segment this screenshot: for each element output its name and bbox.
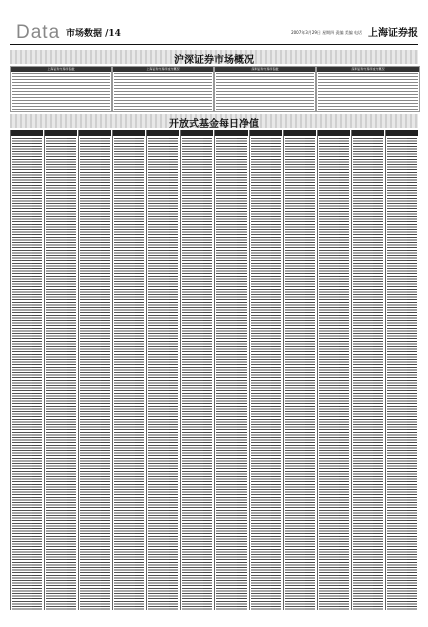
- section-title: 市场数据 /14: [66, 29, 121, 39]
- panel-table: [216, 73, 314, 110]
- table-column: [146, 130, 179, 610]
- table-column: [180, 130, 213, 610]
- market-overview-banner: [10, 50, 418, 64]
- panel-sh-trading: [112, 66, 214, 112]
- table-column: [10, 130, 43, 610]
- fund-nav-banner: [10, 114, 418, 128]
- fund-nav-table: [10, 130, 418, 610]
- panel-title: 深圳证券交易所指数: [215, 67, 315, 72]
- panel-table: [114, 73, 212, 110]
- panel-sz-trading: [316, 66, 420, 112]
- table-column: [249, 130, 282, 610]
- panel-table: [318, 73, 418, 110]
- table-column: [112, 130, 145, 610]
- market-overview-title: 沪深证券市场概况: [174, 55, 254, 66]
- panel-title: 上海证券交易所成交概况: [113, 67, 213, 72]
- table-column: [214, 130, 247, 610]
- header-rule: [10, 44, 418, 45]
- table-column: [351, 130, 384, 610]
- page-header: [6, 22, 422, 42]
- fund-nav-title: 开放式基金每日净值: [169, 119, 259, 130]
- panel-sz-index: [214, 66, 316, 112]
- table-column: [78, 130, 111, 610]
- table-column: [385, 130, 418, 610]
- panel-title: 上海证券交易所指数: [11, 67, 111, 72]
- table-column: [44, 130, 77, 610]
- table-column: [283, 130, 316, 610]
- table-column: [317, 130, 350, 610]
- panel-title: 深圳证券交易所成交概况: [317, 67, 419, 72]
- brand-mark: Data: [16, 22, 61, 43]
- panel-table: [12, 73, 110, 110]
- panel-sh-index: [10, 66, 112, 112]
- newspaper-name: 上海证券报: [368, 28, 418, 39]
- dateline: 2007年3月29日 星期四 责编 美编 电话: [291, 30, 362, 35]
